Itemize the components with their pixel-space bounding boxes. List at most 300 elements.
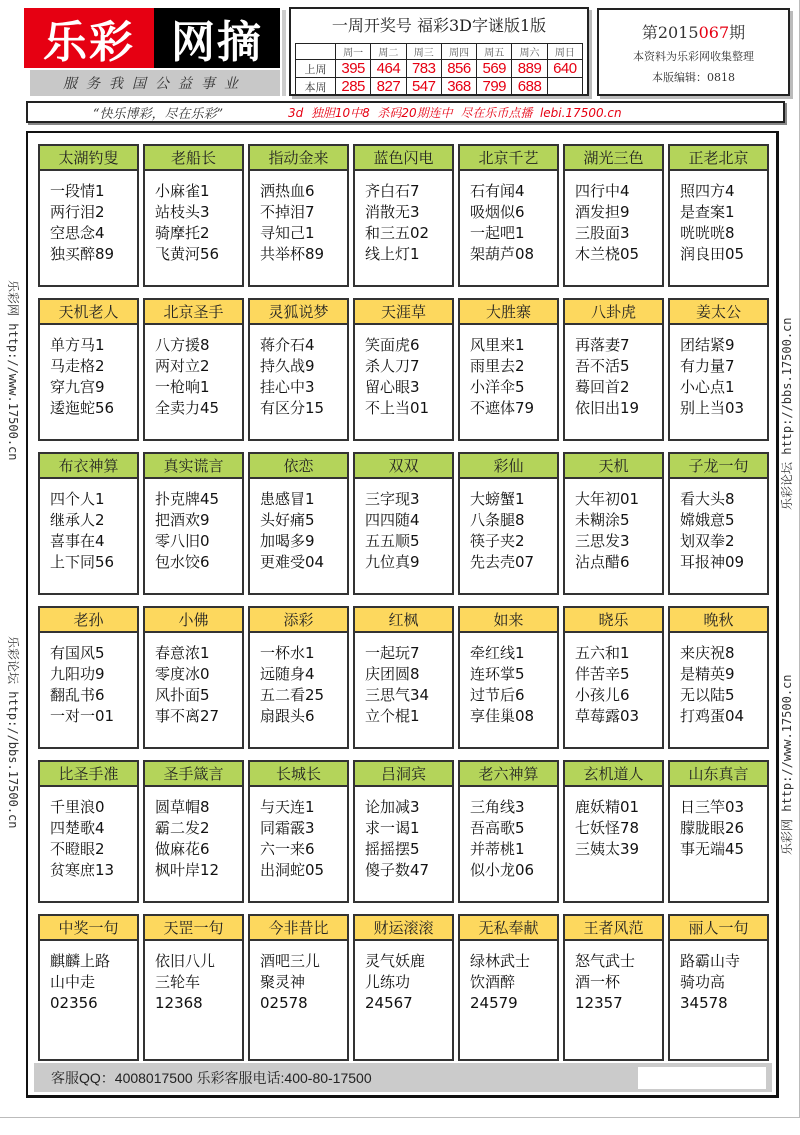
tip-card-title: 北京圣手 xyxy=(145,300,242,325)
tip-line: 划双拳2 xyxy=(680,532,735,550)
tip-line: 不遮体79 xyxy=(470,399,535,417)
tip-line: 马走格2 xyxy=(50,357,105,375)
tip-line: 怒气武士 xyxy=(575,952,636,970)
tip-card xyxy=(563,914,664,1061)
tip-line: 一对一01 xyxy=(50,707,115,725)
tip-line: 聚灵神 xyxy=(260,973,306,991)
tip-card-title: 圣手箴言 xyxy=(145,762,242,787)
side-text-right-top[interactable]: 乐彩论坛 http://bbs.17500.cn xyxy=(780,317,794,510)
tip-line: 与天连1 xyxy=(260,798,315,816)
tip-card-title: 老船长 xyxy=(145,146,242,171)
tip-line: 小麻雀1 xyxy=(155,182,210,200)
tip-line: 润良田05 xyxy=(680,245,745,263)
tip-line: 是查案1 xyxy=(680,203,735,221)
tip-card xyxy=(143,606,244,749)
tip-line: 大螃蟹1 xyxy=(470,490,525,508)
tip-card xyxy=(668,452,769,595)
tips-grid xyxy=(38,144,769,1061)
tip-card-title: 天罡一句 xyxy=(145,916,242,941)
tip-line: 五二看25 xyxy=(260,686,325,704)
tip-line: 四行中4 xyxy=(575,182,630,200)
day-header: 周日 xyxy=(547,44,582,60)
tip-line: 来庆祝8 xyxy=(680,644,735,662)
tip-card xyxy=(143,298,244,441)
tip-card-title: 老六神算 xyxy=(460,762,557,787)
tip-line: 酒吧三儿 xyxy=(260,952,321,970)
main-frame xyxy=(26,131,779,1098)
tip-card-title: 玄机道人 xyxy=(565,762,662,787)
tip-line: 四四随4 xyxy=(365,511,420,529)
tip-card xyxy=(668,914,769,1061)
tip-line: 12357 xyxy=(575,994,623,1012)
tip-card-title: 正老北京 xyxy=(670,146,767,171)
tip-card-body xyxy=(250,787,347,881)
tip-card xyxy=(668,298,769,441)
tip-line: 风里来1 xyxy=(470,336,525,354)
tip-card-title: 长城长 xyxy=(250,762,347,787)
tip-card-title: 双双 xyxy=(355,454,452,479)
tip-line: 似小龙06 xyxy=(470,861,535,879)
tip-card-body xyxy=(145,633,242,727)
tip-line: 九位真9 xyxy=(365,553,420,571)
tip-line: 酒一杯 xyxy=(575,973,621,991)
tip-card-title: 今非昔比 xyxy=(250,916,347,941)
tip-card xyxy=(563,760,664,903)
tip-line: 贫寒庶13 xyxy=(50,861,115,879)
tip-card-body xyxy=(40,787,137,881)
footer-blank-box xyxy=(638,1067,766,1089)
tip-line: 做麻花6 xyxy=(155,840,210,858)
draw-number: 285 xyxy=(336,78,371,96)
tip-line: 石有闻4 xyxy=(470,182,525,200)
tip-card-body xyxy=(460,325,557,419)
tip-card-body xyxy=(145,787,242,881)
tip-line: 翻乱书6 xyxy=(50,686,105,704)
tip-line: 日三竿03 xyxy=(680,798,745,816)
tip-card xyxy=(353,452,454,595)
row-label: 本周 xyxy=(296,78,336,96)
tip-line: 一枪响1 xyxy=(155,378,210,396)
weekly-draw-box xyxy=(289,7,589,96)
tip-card-title: 晓乐 xyxy=(565,608,662,633)
tip-card-body xyxy=(565,479,662,573)
footer-contact: 客服QQ：4008017500 乐彩客服电话:400-80-17500 xyxy=(51,1069,372,1086)
tip-line: 大年初01 xyxy=(575,490,640,508)
banner-promo-link[interactable]: 3d 独胆10中8 杀码20期连中 尽在乐币点播 lebi.17500.cn xyxy=(288,105,622,120)
tip-line: 小心点1 xyxy=(680,378,735,396)
tip-card-body xyxy=(40,941,137,1014)
tip-line: 伴苦辛5 xyxy=(575,665,630,683)
tip-line: 绿林武士 xyxy=(470,952,531,970)
tip-card-body xyxy=(460,633,557,727)
tip-line: 站枝头3 xyxy=(155,203,210,221)
tip-card-body xyxy=(670,941,767,1014)
tip-line: 草莓露03 xyxy=(575,707,640,725)
tip-card-body xyxy=(145,479,242,573)
tip-line: 庆团圆8 xyxy=(365,665,420,683)
tip-line: 洒热血6 xyxy=(260,182,315,200)
issue-box xyxy=(597,8,790,96)
tip-line: 挂心中3 xyxy=(260,378,315,396)
tip-card-title: 湖光三色 xyxy=(565,146,662,171)
tip-card xyxy=(563,298,664,441)
tip-line: 论加减3 xyxy=(365,798,420,816)
tip-card-title: 子龙一句 xyxy=(670,454,767,479)
tip-line: 过节后6 xyxy=(470,686,525,704)
tip-card xyxy=(248,914,349,1061)
tip-line: 架葫芦08 xyxy=(470,245,535,263)
draw-number: 688 xyxy=(512,78,547,96)
tip-card-title: 依恋 xyxy=(250,454,347,479)
tip-line: 事无端45 xyxy=(680,840,745,858)
tip-card-body xyxy=(145,171,242,265)
tip-card-body xyxy=(250,171,347,265)
tip-card xyxy=(38,914,139,1061)
tip-line: 吾不活5 xyxy=(575,357,630,375)
tip-line: 把酒欢9 xyxy=(155,511,210,529)
tip-card-body xyxy=(460,171,557,265)
tip-line: 一起玩7 xyxy=(365,644,420,662)
tip-line: 持久战9 xyxy=(260,357,315,375)
day-header: 周五 xyxy=(477,44,512,60)
tip-line: 八方援8 xyxy=(155,336,210,354)
tip-line: 三轮车 xyxy=(155,973,201,991)
tip-line: 笑面虎6 xyxy=(365,336,420,354)
tip-card-body xyxy=(670,633,767,727)
tip-card xyxy=(143,914,244,1061)
tip-line: 枫叶岸12 xyxy=(155,861,220,879)
tip-line: 再落妻7 xyxy=(575,336,630,354)
tip-line: 风扑面5 xyxy=(155,686,210,704)
tip-card-title: 添彩 xyxy=(250,608,347,633)
tip-line: 同霜霰3 xyxy=(260,819,315,837)
tip-line: 饮酒醉 xyxy=(470,973,516,991)
tip-line: 八条腿8 xyxy=(470,511,525,529)
tip-line: 立个棍1 xyxy=(365,707,420,725)
tip-card-body xyxy=(145,325,242,419)
logo-shadow xyxy=(282,10,286,96)
tip-card xyxy=(563,452,664,595)
tip-line: 筷子夹2 xyxy=(470,532,525,550)
tip-card-body xyxy=(40,325,137,419)
tip-card xyxy=(248,144,349,287)
tip-line: 扑克牌45 xyxy=(155,490,220,508)
tip-line: 一杯水1 xyxy=(260,644,315,662)
tip-card-body xyxy=(670,325,767,419)
tip-card-body xyxy=(355,479,452,573)
tip-line: 霸二发2 xyxy=(155,819,210,837)
draw-number: 783 xyxy=(406,60,441,78)
tip-line: 不掉泪7 xyxy=(260,203,315,221)
issue-suffix: 期 xyxy=(729,23,746,42)
tip-line: 牵红线1 xyxy=(470,644,525,662)
tip-line: 三角线3 xyxy=(470,798,525,816)
issue-editor: 本版编辑：0818 xyxy=(652,71,735,84)
tip-line: 加喝多9 xyxy=(260,532,315,550)
tip-line: 吾高歌5 xyxy=(470,819,525,837)
tip-card-title: 老孙 xyxy=(40,608,137,633)
tip-card xyxy=(458,914,559,1061)
tip-card-body xyxy=(565,941,662,1014)
tip-line: 寻知己1 xyxy=(260,224,315,242)
day-header: 周四 xyxy=(441,44,476,60)
tip-card-body xyxy=(355,941,452,1014)
tip-line: 耳报神09 xyxy=(680,553,745,571)
draw-number: 856 xyxy=(441,60,476,78)
tip-line: 看大头8 xyxy=(680,490,735,508)
tip-line: 木兰桡05 xyxy=(575,245,640,263)
issue-source: 本资料为乐彩网收集整理 xyxy=(633,50,754,63)
tip-card-title: 姜太公 xyxy=(670,300,767,325)
day-header: 周三 xyxy=(406,44,441,60)
tip-card-body xyxy=(565,787,662,860)
tip-card xyxy=(38,760,139,903)
tip-line: 无以陆5 xyxy=(680,686,735,704)
footer xyxy=(34,1063,772,1092)
tip-card xyxy=(458,760,559,903)
tip-line: 三思发3 xyxy=(575,532,630,550)
tip-card-title: 大胜寨 xyxy=(460,300,557,325)
tip-card-body xyxy=(40,479,137,573)
tip-line: 穿九宫9 xyxy=(50,378,105,396)
tip-card xyxy=(668,760,769,903)
tip-line: 五六和1 xyxy=(575,644,630,662)
tip-line: 三字现3 xyxy=(365,490,420,508)
tip-card-body xyxy=(250,633,347,727)
day-header: 周六 xyxy=(512,44,547,60)
tip-card-title: 王者风范 xyxy=(565,916,662,941)
tip-line: 别上当03 xyxy=(680,399,745,417)
tip-line: 头好痛5 xyxy=(260,511,315,529)
tip-line: 包水饺6 xyxy=(155,553,210,571)
tip-line: 逶迤蛇56 xyxy=(50,399,115,417)
logo-slogan: 服务我国公益事业 xyxy=(30,70,280,96)
tip-card-body xyxy=(670,787,767,860)
draw-number: 827 xyxy=(371,78,406,96)
tip-line: 02356 xyxy=(50,994,98,1012)
draw-number: 547 xyxy=(406,78,441,96)
tip-line: 依旧出19 xyxy=(575,399,640,417)
tip-line: 小孩儿6 xyxy=(575,686,630,704)
tip-card xyxy=(38,452,139,595)
tip-line: 连环掌5 xyxy=(470,665,525,683)
tip-line: 零八旧0 xyxy=(155,532,210,550)
tip-line: 吸烟似6 xyxy=(470,203,525,221)
tip-card xyxy=(248,298,349,441)
tip-line: 消散无3 xyxy=(365,203,420,221)
tip-line: 线上灯1 xyxy=(365,245,420,263)
tip-line: 一起吧1 xyxy=(470,224,525,242)
tip-card-title: 如来 xyxy=(460,608,557,633)
tip-card xyxy=(248,606,349,749)
tip-line: 和三五02 xyxy=(365,224,430,242)
tip-line: 12368 xyxy=(155,994,203,1012)
tip-line: 飞黄河56 xyxy=(155,245,220,263)
tip-line: 灵气妖鹿 xyxy=(365,952,426,970)
tip-card xyxy=(38,144,139,287)
tip-card-body xyxy=(565,325,662,419)
tip-card xyxy=(458,452,559,595)
tip-line: 春意浓1 xyxy=(155,644,210,662)
tip-line: 共举杯89 xyxy=(260,245,325,263)
tip-line: 千里浪0 xyxy=(50,798,105,816)
tip-card xyxy=(563,606,664,749)
tip-card-body xyxy=(40,633,137,727)
tip-line: 三股面3 xyxy=(575,224,630,242)
tip-card xyxy=(668,144,769,287)
tip-line: 有区分15 xyxy=(260,399,325,417)
tip-card xyxy=(38,298,139,441)
tip-line: 留心眼3 xyxy=(365,378,420,396)
tip-line: 有力量7 xyxy=(680,357,735,375)
tip-line: 并蒂桃1 xyxy=(470,840,525,858)
tip-line: 不瞪眼2 xyxy=(50,840,105,858)
tip-line: 七妖怪78 xyxy=(575,819,640,837)
tip-card xyxy=(248,760,349,903)
tip-card xyxy=(353,914,454,1061)
tip-card xyxy=(353,606,454,749)
tip-line: 朦胧眼26 xyxy=(680,819,745,837)
side-text-left-bottom[interactable]: 乐彩论坛 http://bbs.17500.cn xyxy=(6,636,20,829)
tip-line: 傻子数47 xyxy=(365,861,430,879)
tip-line: 三思气34 xyxy=(365,686,430,704)
tip-card-body xyxy=(565,633,662,727)
tip-card-title: 布衣神算 xyxy=(40,454,137,479)
tip-card-title: 八卦虎 xyxy=(565,300,662,325)
tip-line: 嫦娥意5 xyxy=(680,511,735,529)
tip-card-title: 灵狐说梦 xyxy=(250,300,347,325)
draw-number: 464 xyxy=(371,60,406,78)
tip-card-title: 天机 xyxy=(565,454,662,479)
tip-card-title: 天机老人 xyxy=(40,300,137,325)
tip-card-body xyxy=(145,941,242,1014)
tip-line: 路霸山寺 xyxy=(680,952,741,970)
tip-line: 患感冒1 xyxy=(260,490,315,508)
tip-card xyxy=(143,144,244,287)
logo-red-part: 乐彩 xyxy=(24,8,154,68)
tip-card-title: 指动金来 xyxy=(250,146,347,171)
tip-card xyxy=(143,760,244,903)
logo-black-part: 网摘 xyxy=(154,8,280,68)
tip-card-body xyxy=(460,479,557,573)
tip-line: 团结紧9 xyxy=(680,336,735,354)
side-text-left-top[interactable]: 乐彩网 http://www.17500.cn xyxy=(6,280,20,461)
tip-line: 九阳功9 xyxy=(50,665,105,683)
tip-line: 两对立2 xyxy=(155,357,210,375)
tip-card-body xyxy=(355,171,452,265)
tip-card-body xyxy=(40,171,137,265)
tip-card-title: 晚秋 xyxy=(670,608,767,633)
issue-prefix: 第2015 xyxy=(641,23,699,42)
tip-line: 出洞蛇05 xyxy=(260,861,325,879)
tip-line: 打鸡蛋04 xyxy=(680,707,745,725)
tip-line: 咣咣咣8 xyxy=(680,224,735,242)
tip-card xyxy=(353,298,454,441)
draw-row-last-week xyxy=(296,60,583,78)
tip-line: 有国风5 xyxy=(50,644,105,662)
day-header: 周一 xyxy=(336,44,371,60)
tip-line: 单方马1 xyxy=(50,336,105,354)
tip-line: 儿练功 xyxy=(365,973,411,991)
tip-card xyxy=(353,760,454,903)
tip-card-title: 天涯草 xyxy=(355,300,452,325)
draw-number: 640 xyxy=(547,60,582,78)
tip-line: 鹿妖精01 xyxy=(575,798,640,816)
tip-line: 照四方4 xyxy=(680,182,735,200)
tip-line: 远随身4 xyxy=(260,665,315,683)
draw-table xyxy=(295,43,583,96)
tip-card xyxy=(563,144,664,287)
tip-line: 酒发担9 xyxy=(575,203,630,221)
tip-card-title: 山东真言 xyxy=(670,762,767,787)
tip-card-title: 真实谎言 xyxy=(145,454,242,479)
tip-line: 依旧八儿 xyxy=(155,952,216,970)
tip-line: 蓦回首2 xyxy=(575,378,630,396)
tip-line: 求一谒1 xyxy=(365,819,420,837)
tip-line: 空思念4 xyxy=(50,224,105,242)
tip-card-title: 北京千艺 xyxy=(460,146,557,171)
tip-line: 扇跟头6 xyxy=(260,707,315,725)
draw-number: 395 xyxy=(336,60,371,78)
tip-line: 24567 xyxy=(365,994,413,1012)
tip-card xyxy=(458,298,559,441)
tip-card-body xyxy=(670,479,767,573)
tip-card xyxy=(458,606,559,749)
tip-line: 零度冰0 xyxy=(155,665,210,683)
tip-card-body xyxy=(460,941,557,1014)
tip-card xyxy=(143,452,244,595)
tip-card-title: 丽人一句 xyxy=(670,916,767,941)
tip-line: 齐白石7 xyxy=(365,182,420,200)
tip-line: 全卖力45 xyxy=(155,399,220,417)
tip-card-title: 比圣手准 xyxy=(40,762,137,787)
tip-card-title: 无私奉献 xyxy=(460,916,557,941)
tip-card-title: 彩仙 xyxy=(460,454,557,479)
tip-line: 沾点醋6 xyxy=(575,553,630,571)
tip-card-body xyxy=(670,171,767,265)
day-header: 周二 xyxy=(371,44,406,60)
tip-line: 更难受04 xyxy=(260,553,325,571)
tip-card-title: 小佛 xyxy=(145,608,242,633)
tip-line: 骑功高 xyxy=(680,973,726,991)
tip-line: 34578 xyxy=(680,994,728,1012)
side-text-right-bottom[interactable]: 乐彩网 http://www.17500.cn xyxy=(780,674,794,855)
tip-line: 骑摩托2 xyxy=(155,224,210,242)
banner xyxy=(26,101,785,123)
tip-card-body xyxy=(460,787,557,881)
tip-card xyxy=(668,606,769,749)
tip-card-title: 红枫 xyxy=(355,608,452,633)
tip-card-title: 中奖一句 xyxy=(40,916,137,941)
tip-line: 蒋介石4 xyxy=(260,336,315,354)
tip-line: 圆草帽8 xyxy=(155,798,210,816)
tip-card xyxy=(248,452,349,595)
draw-row-this-week xyxy=(296,78,583,96)
tip-line: 上下同56 xyxy=(50,553,115,571)
tip-line: 五五顺5 xyxy=(365,532,420,550)
issue-number: 067 xyxy=(698,23,730,42)
tip-card xyxy=(38,606,139,749)
tip-card-body xyxy=(355,787,452,881)
tip-line: 三姨太39 xyxy=(575,840,640,858)
tip-line: 不上当01 xyxy=(365,399,430,417)
tip-line: 独买醉89 xyxy=(50,245,115,263)
draw-number: 368 xyxy=(441,78,476,96)
tip-line: 继承人2 xyxy=(50,511,105,529)
tip-line: 喜事在4 xyxy=(50,532,105,550)
tip-card xyxy=(458,144,559,287)
corner-cell xyxy=(296,44,336,60)
